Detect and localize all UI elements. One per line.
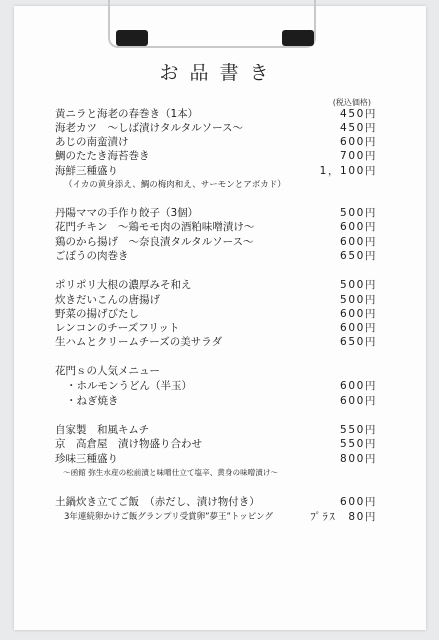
- clip-hinge-right: [282, 30, 314, 46]
- item-price: 500円: [340, 207, 377, 219]
- menu-item: [55, 121, 377, 135]
- clip-hinge-left: [116, 30, 148, 46]
- menu-item: [55, 135, 377, 149]
- menu-item: [55, 437, 377, 451]
- item-name: 鯛のたたき海苔巻き: [55, 150, 150, 162]
- item-name: ・ねぎ焼き: [66, 395, 119, 407]
- item-price: 500円: [340, 294, 377, 306]
- menu-item: [55, 278, 377, 292]
- item-detail: 〜函館 弥生水産の松前漬と味噌仕立て塩辛、黄身の味噌漬け〜: [63, 468, 279, 477]
- item-name: 生ハムとクリームチーズの美サラダ: [55, 336, 223, 348]
- item-price: 700円: [340, 150, 377, 162]
- item-price: 600円: [340, 236, 377, 248]
- item-name: 自家製 和風キムチ: [55, 424, 150, 436]
- item-name: 鶏のから揚げ 〜奈良漬タルタルソース〜: [55, 236, 254, 248]
- menu-item: [66, 394, 377, 408]
- item-name: 3年連続卵かけご飯グランプリ受賞卵”夢王”トッピング: [64, 512, 273, 522]
- item-price: 600円: [340, 380, 377, 392]
- menu-item: [55, 335, 377, 349]
- menu-item: [55, 307, 377, 321]
- item-price: 600円: [340, 221, 377, 233]
- item-price: 800円: [340, 453, 377, 465]
- item-name: レンコンのチーズフリット: [55, 322, 180, 334]
- menu-item: [55, 249, 377, 263]
- item-price: 600円: [340, 496, 377, 508]
- item-price: 600円: [340, 308, 377, 320]
- item-name: ポリポリ大根の濃厚みそ和え: [55, 279, 192, 291]
- menu-item: [64, 510, 377, 524]
- menu-item: [55, 206, 377, 220]
- item-name: 黄ニラと海老の春巻き（1本）: [55, 108, 199, 120]
- item-name: 野菜の揚げびたし: [55, 308, 139, 320]
- item-name: ごぼうの肉巻き: [55, 250, 129, 262]
- item-detail: （イカの黄身添え、鯛の梅肉和え、サーモンとアボカド）: [64, 180, 286, 190]
- section-header: [55, 364, 377, 378]
- menu-title: お品書き: [159, 62, 280, 84]
- menu-item-detail: [64, 178, 377, 192]
- item-price: 600円: [340, 322, 377, 334]
- item-price: 650円: [340, 250, 377, 262]
- item-name: 土鍋炊き立てご飯 （赤だし、漬け物付き）: [55, 496, 260, 508]
- item-name: 海老カツ 〜しば漬けタルタルソース〜: [55, 122, 244, 134]
- menu-item: [55, 495, 377, 509]
- section-title: 花門ｓの人気メニュー: [55, 365, 160, 377]
- item-name: 珍味三種盛り: [55, 453, 118, 465]
- item-price: ﾌﾟﾗｽ 80円: [310, 511, 377, 523]
- menu-item: [55, 149, 377, 163]
- item-price: 500円: [340, 279, 377, 291]
- tax-note: (税込価格): [332, 98, 371, 107]
- item-price: 650円: [340, 336, 377, 348]
- item-name: あじの南蛮漬け: [55, 136, 129, 148]
- menu-item: [55, 164, 377, 178]
- menu-item: [55, 107, 377, 121]
- menu-item: [55, 293, 377, 307]
- item-price: 600円: [340, 136, 377, 148]
- menu-item: [55, 235, 377, 249]
- item-price: 450円: [340, 122, 377, 134]
- item-name: 海鮮三種盛り: [55, 165, 118, 177]
- item-price: 600円: [340, 395, 377, 407]
- menu-item: [55, 321, 377, 335]
- item-price: 450円: [340, 108, 377, 120]
- menu-item: [66, 379, 377, 393]
- menu-item: [55, 452, 377, 466]
- menu-item-detail: [63, 466, 377, 480]
- item-price: 550円: [340, 424, 377, 436]
- menu-item: [55, 423, 377, 437]
- item-name: 花門チキン 〜鶏モモ肉の酒粕味噌漬け〜: [55, 221, 255, 233]
- item-name: ・ホルモンうどん（半玉）: [66, 380, 192, 392]
- item-price: 1，100円: [319, 165, 377, 177]
- item-name: 炊きだいこんの唐揚げ: [55, 294, 160, 306]
- menu-item: [55, 220, 377, 234]
- item-price: 550円: [340, 438, 377, 450]
- item-name: 京 高倉屋 漬け物盛り合わせ: [55, 438, 202, 450]
- item-name: 丹陽ママの手作り餃子（3個）: [55, 207, 199, 219]
